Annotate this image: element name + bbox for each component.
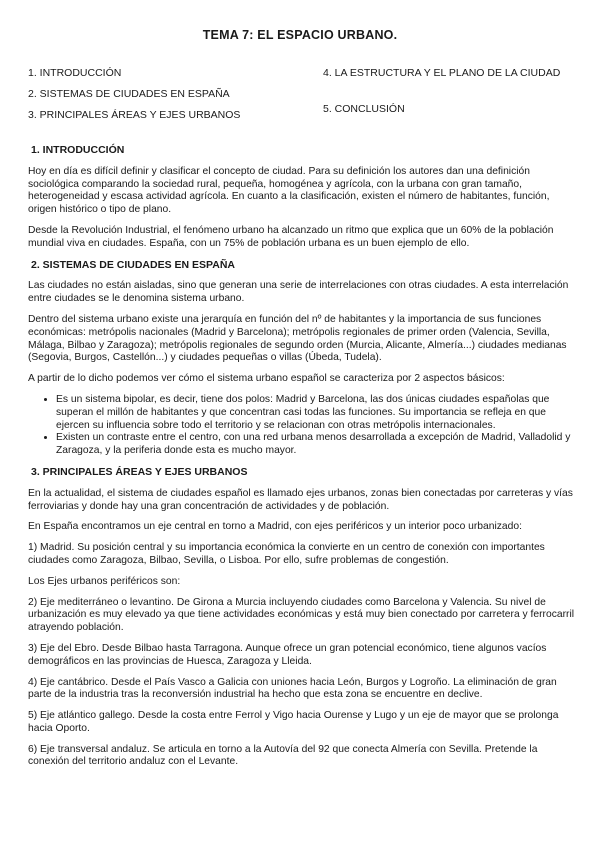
paragraph: A partir de lo dicho podemos ver cómo el sistema urbano español se caracteriza por 2 aspectos básicos: xyxy=(28,373,505,385)
document-body xyxy=(28,144,576,777)
paragraph: Los Ejes urbanos periféricos son: xyxy=(28,575,181,587)
paragraph: 4) Eje cantábrico. Desde el País Vasco a Galicia con uniones hacia León, Burgos y Logroño. La eliminación de gran parte de la industria tras la reconversión industrial ha hecho que esta zona se encuentre en declive. xyxy=(28,676,557,701)
section-heading-introduccion: 1. INTRODUCCIÓN xyxy=(31,144,125,156)
paragraph: En la actualidad, el sistema de ciudades español es llamado ejes urbanos, zonas bien conectadas por carreteras y vías ferroviarias y donde hay una gran concentración de actividades y de población. xyxy=(28,487,573,512)
section-heading-ejes: 3. PRINCIPALES ÁREAS Y EJES URBANOS xyxy=(31,465,248,478)
paragraph: 2) Eje mediterráneo o levantino. De Girona a Murcia incluyendo ciudades como Barcelona y Valencia. Su nivel de urbanización es muy elevado ya que tiene actividades económicas y está muy bien conectado por carretera y ferrocarril atrayendo población. xyxy=(28,596,575,634)
list-item: • Es un sistema bipolar, es decir, tiene dos polos: Madrid y Barcelona, las dos únicas ciudades españolas que superan el millón de habitantes y que concentran casi todas las funciones. Su importancia se refleja en que ejercen su influencia sobre todo el territorio y se relacionan con otras metrópolis internacionales. xyxy=(56,394,576,432)
paragraph: 1) Madrid. Su posición central y su importancia económica la convierte en un centro de conexión con importantes ciudades como Zaragoza, Bilbao, Sevilla, o Lisboa. Por ello, sufre problemas de congestión. xyxy=(28,542,545,566)
paragraph: Desde la Revolución Industrial, el fenómeno urbano ha alcanzado un ritmo que explica que un 60% de la población mundial viva en ciudades. España, con un 75% de población urbana es un buen ejemplo de ello. xyxy=(28,224,554,249)
toc-item-1: 1. INTRODUCCIÓN xyxy=(28,67,122,79)
list-item: • Existen un contraste entre el centro, con una red urbana menos desarrollada a excepción de Madrid, Valladolid y Zaragoza, y la periferia donde esta es mucho mayor. xyxy=(56,432,576,458)
paragraph: Hoy en día es difícil definir y clasificar el concepto de ciudad. Para su definición los autores dan una definición sociológica comparando la sociedad rural, pequeña, homogénea y agrícola, con la urbana con gran tamaño, heterogeneidad y escasa actividad agrícola. En cuanto a la clasificación, existen el número de habitantes, función, origen histórico o tipo de plano. xyxy=(28,165,550,216)
section-heading-sistemas: 2. SISTEMAS DE CIUDADES EN ESPAÑA xyxy=(31,258,236,271)
table-of-contents-left xyxy=(28,67,298,130)
bullet-list xyxy=(28,394,576,458)
page-title: TEMA 7: EL ESPACIO URBANO. xyxy=(202,28,398,42)
toc-item-3: 3. PRINCIPALES ÁREAS Y EJES URBANOS xyxy=(28,109,241,121)
table-of-contents-right xyxy=(323,67,563,116)
paragraph: 5) Eje atlántico gallego. Desde la costa entre Ferrol y Vigo hacia Ourense y Lugo y un eje de mayor que se prolonga hacia Oporto. xyxy=(28,710,559,734)
paragraph: Dentro del sistema urbano existe una jerarquía en función del nº de habitantes y la importancia de sus funciones económicas: metrópolis nacionales (Madrid y Barcelona); metrópolis regionales de primer orden (Valencia, Sevilla, Málaga, Bilbao y Zaragoza); metrópolis regionales de segundo orden (Murcia, Alicante, Almería...) ciudades medianas (Segovia, Burgos, Castellón...) y ciudades pequeñas o villas (Úbeda, Tudela). xyxy=(28,313,567,364)
paragraph: Las ciudades no están aisladas, sino que generan una serie de interrelaciones con otras ciudades. A esta interrelación entre ciudades se le denomina sistema urbano. xyxy=(28,280,569,305)
paragraph: En España encontramos un eje central en torno a Madrid, con ejes periféricos y un interior poco urbanizado: xyxy=(28,521,522,533)
toc-item-5: 5. CONCLUSIÓN xyxy=(323,103,405,115)
toc-item-4: 4. LA ESTRUCTURA Y EL PLANO DE LA CIUDAD xyxy=(323,67,561,79)
toc-item-2: 2. SISTEMAS DE CIUDADES EN ESPAÑA xyxy=(28,88,230,100)
paragraph: 3) Eje del Ebro. Desde Bilbao hasta Tarragona. Aunque ofrece un gran potencial económico, tiene algunos vacíos demográficos en las provincias de Huesca, Zaragoza y Lleida. xyxy=(28,642,547,667)
paragraph: 6) Eje transversal andaluz. Se articula en torno a la Autovía del 92 que conecta Almería con Sevilla. Pretende la conexión del territorio andaluz con el Levante. xyxy=(28,743,538,768)
